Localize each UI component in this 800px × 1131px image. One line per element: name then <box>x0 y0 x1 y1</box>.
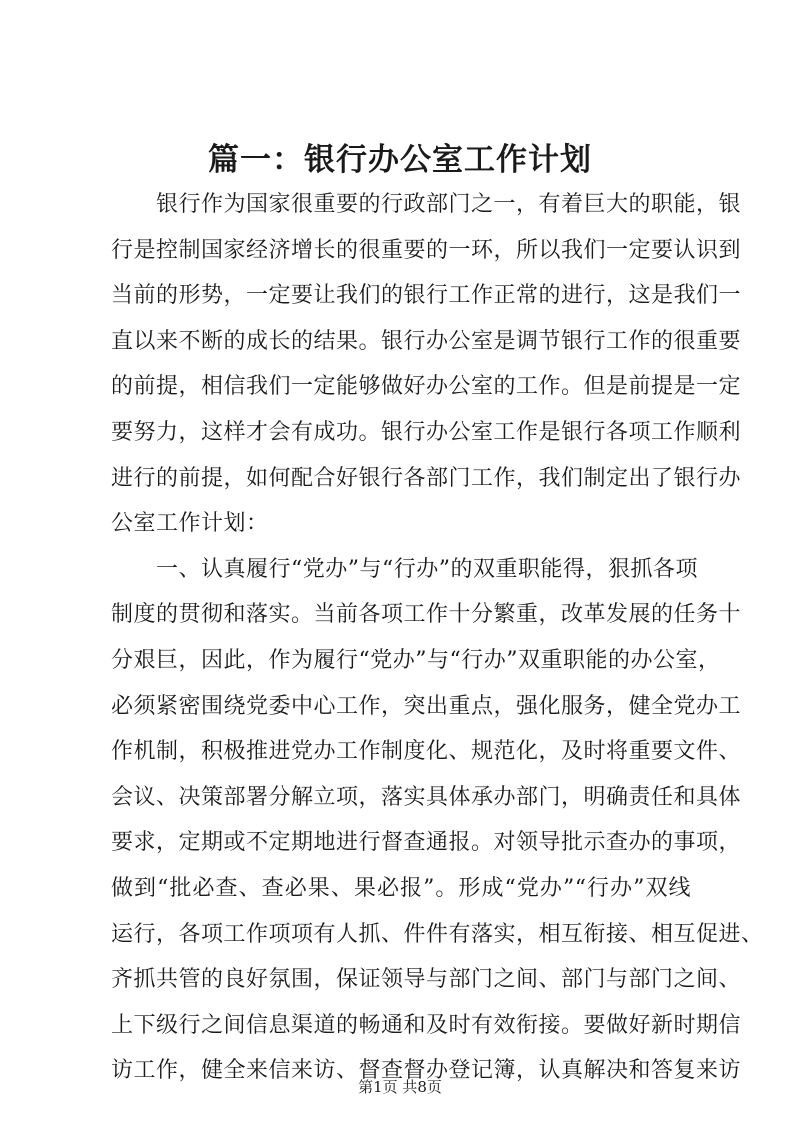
document-body <box>111 182 764 1094</box>
text-line: 当前的形势，一定要让我们的银行工作正常的进行，这是我们一 <box>111 283 742 309</box>
text-line: 运行，各项工作项项有人抓、件件有落实，相互衔接、相互促进、 <box>111 921 764 947</box>
text-line: 直以来不断的成长的结果。银行办公室是调节银行工作的很重要 <box>111 328 742 354</box>
text-line: 一、认真履行“党办”与“行办”的双重职能得，狠抓各项 <box>111 556 698 582</box>
text-line: 的前提，相信我们一定能够做好办公室的工作。但是前提是一定 <box>111 374 742 400</box>
text-line: 公室工作计划： <box>111 511 269 537</box>
text-line: 行是控制国家经济增长的很重要的一环，所以我们一定要认识到 <box>111 237 742 263</box>
text-line: 作机制，积极推进党办工作制度化、规范化，及时将重要文件、 <box>111 739 742 765</box>
text-line: 齐抓共管的良好氛围，保证领导与部门之间、部门与部门之间、 <box>111 967 742 993</box>
page-number-footer: 第1页 共8页 <box>358 1078 442 1096</box>
text-line: 必须紧密围绕党委中心工作，突出重点，强化服务，健全党办工 <box>111 693 742 719</box>
text-line: 上下级行之间信息渠道的畅通和及时有效衔接。要做好新时期信 <box>111 1012 742 1038</box>
text-line: 访工作，健全来信来访、督查督办登记簿，认真解决和答复来访 <box>111 1058 742 1084</box>
text-line: 会议、决策部署分解立项，落实具体承办部门，明确责任和具体 <box>111 784 742 810</box>
text-line: 进行的前提，如何配合好银行各部门工作，我们制定出了银行办 <box>111 465 742 491</box>
text-line: 银行作为国家很重要的行政部门之一，有着巨大的职能，银 <box>111 192 742 217</box>
text-line: 做到“批必查、查必果、果必报”。形成“党办”“行办”双线 <box>111 875 691 901</box>
text-line: 分艰巨，因此，作为履行“党办”与“行办”双重职能的办公室， <box>111 647 721 673</box>
page-title: 篇一：银行办公室工作计划 <box>208 142 592 178</box>
text-line: 要求，定期或不定期地进行督查通报。对领导批示查办的事项， <box>111 830 742 856</box>
text-line: 制度的贯彻和落实。当前各项工作十分繁重，改革发展的任务十 <box>111 602 742 628</box>
text-line: 要努力，这样才会有成功。银行办公室工作是银行各项工作顺利 <box>111 419 742 445</box>
